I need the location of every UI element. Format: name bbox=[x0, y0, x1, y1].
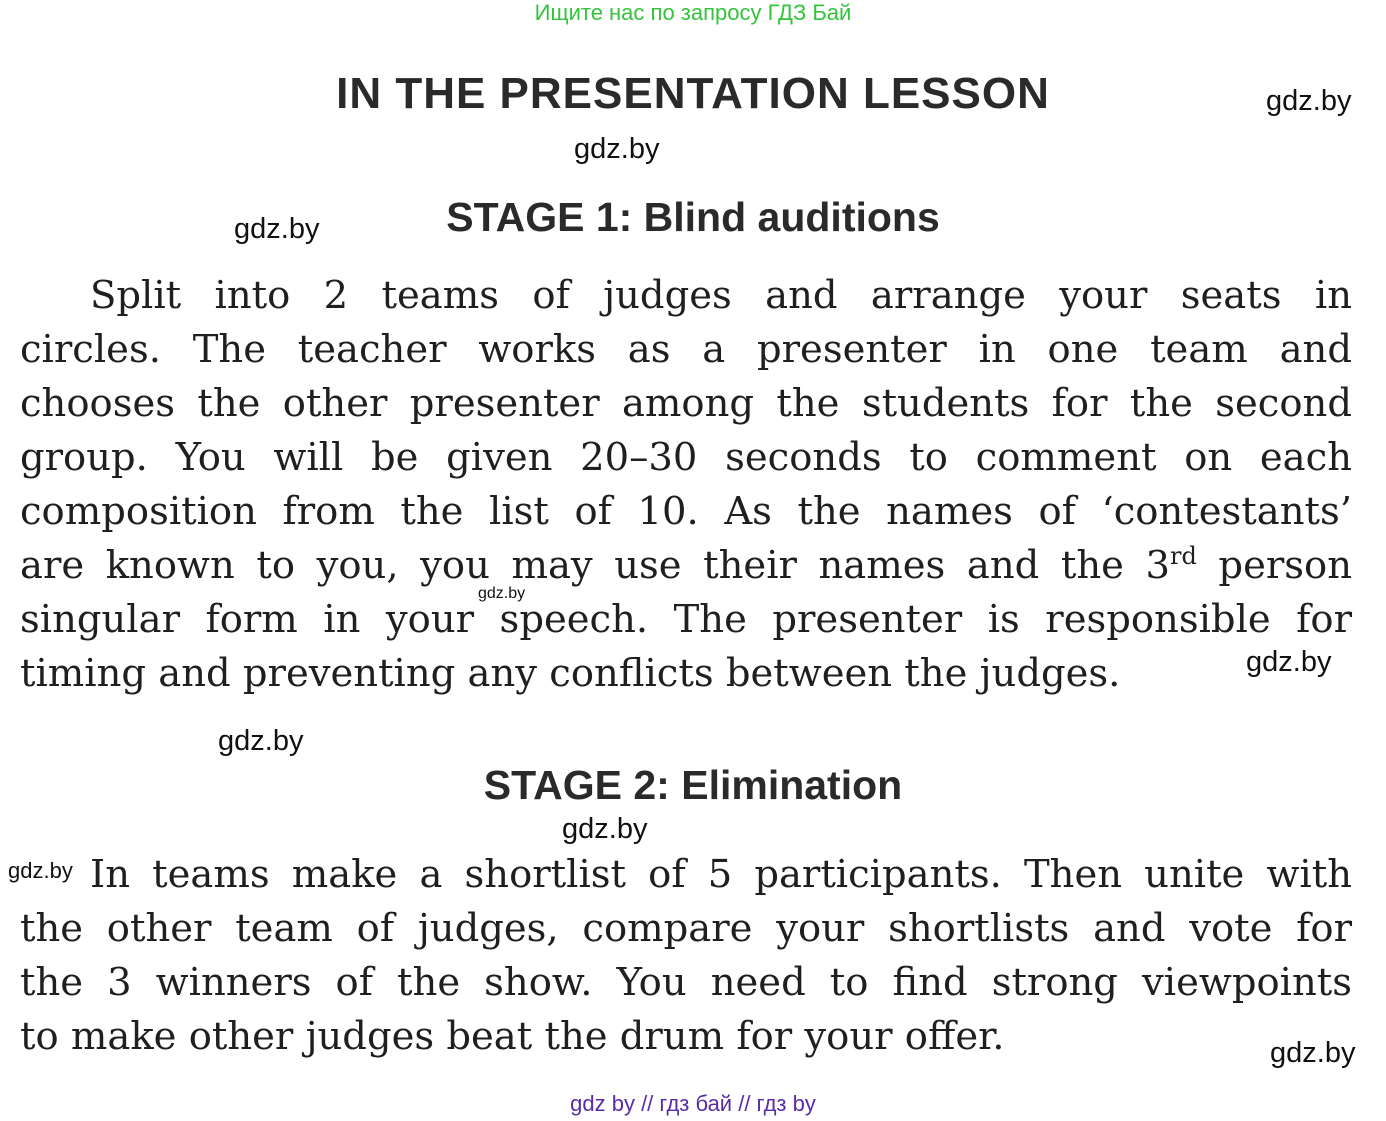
paragraph-line: circles. The teacher works as a presenter in one team and bbox=[20, 327, 1352, 372]
paragraph-line: Split into 2 teams of judges and arrange your seats in bbox=[90, 273, 1352, 318]
line-text: person bbox=[1196, 543, 1352, 588]
paragraph-line: composition from the list of 10. As the names of ‘contestants’ bbox=[20, 489, 1352, 534]
paragraph-line bbox=[20, 539, 1352, 593]
watermark: gdz.by bbox=[1270, 1037, 1356, 1069]
paragraph-line: In teams make a shortlist of 5 participants. Then unite with bbox=[90, 852, 1352, 897]
stage1-title: STAGE 1: Blind auditions bbox=[446, 194, 940, 240]
stage2-title: STAGE 2: Elimination bbox=[483, 762, 903, 808]
watermark: gdz.by bbox=[562, 813, 648, 845]
footer-links: gdz by // гдз бай // гдз by bbox=[570, 1091, 816, 1116]
paragraph-line: to make other judges beat the drum for your offer. bbox=[20, 1014, 1005, 1059]
watermark: gdz.by bbox=[1266, 85, 1352, 117]
paragraph-line: singular form in your speech. The presenter is responsible for bbox=[20, 597, 1352, 642]
watermark: gdz.by bbox=[1246, 646, 1332, 678]
paragraph-line: group. You will be given 20–30 seconds to comment on each bbox=[20, 435, 1352, 480]
line-text: are known to you, you may use their names and the 3 bbox=[20, 543, 1170, 588]
page-title: IN THE PRESENTATION LESSON bbox=[336, 69, 1050, 118]
watermark: gdz.by bbox=[8, 858, 73, 883]
ordinal-superscript: rd bbox=[1170, 542, 1197, 570]
paragraph-line: the other team of judges, compare your shortlists and vote for bbox=[20, 906, 1352, 951]
watermark: gdz.by bbox=[478, 585, 526, 602]
paragraph-line: the 3 winners of the show. You need to find strong viewpoints bbox=[20, 960, 1352, 1005]
paragraph-line: chooses the other presenter among the students for the second bbox=[20, 381, 1352, 426]
watermark: gdz.by bbox=[234, 213, 320, 245]
paragraph-line: timing and preventing any conflicts between the judges. bbox=[20, 651, 1121, 696]
watermark: gdz.by bbox=[218, 725, 304, 757]
top-banner: Ищите нас по запросу ГДЗ Бай bbox=[534, 0, 852, 25]
watermark: gdz.by bbox=[574, 133, 660, 165]
